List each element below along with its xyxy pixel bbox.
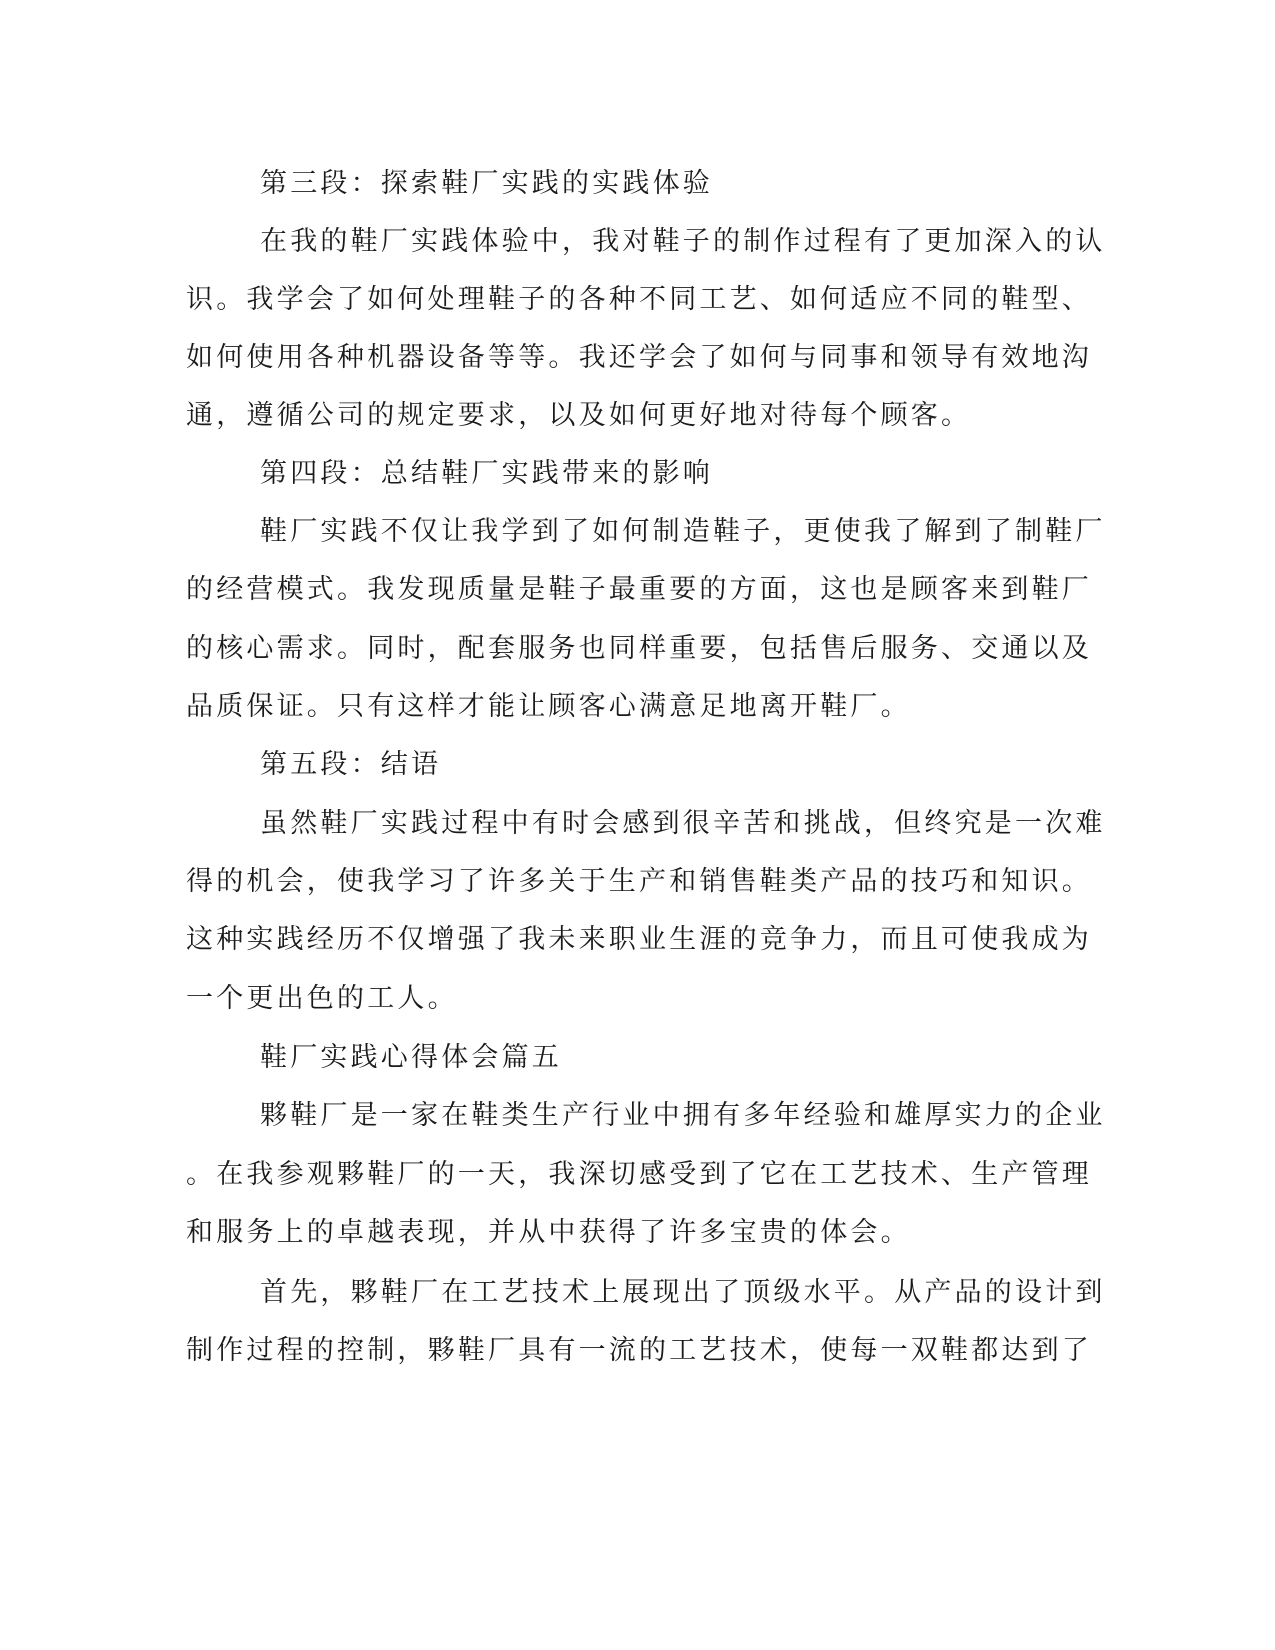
paragraph-line: 识。我学会了如何处理鞋子的各种不同工艺、如何适应不同的鞋型、 — [186, 284, 1092, 315]
paragraph-line: 品质保证。只有这样才能让顾客心满意足地离开鞋厂。 — [186, 691, 911, 722]
paragraph-line: 如何使用各种机器设备等等。我还学会了如何与同事和领导有效地沟 — [186, 342, 1092, 373]
section-heading-4: 第四段：总结鞋厂实践带来的影响 — [260, 458, 713, 489]
paragraph-line: 一个更出色的工人。 — [186, 983, 458, 1014]
paragraph-line: 得的机会，使我学习了许多关于生产和销售鞋类产品的技巧和知识。 — [186, 866, 1092, 897]
section-heading-3: 第三段：探索鞋厂实践的实践体验 — [260, 168, 713, 199]
paragraph-line: 和服务上的卓越表现，并从中获得了许多宝贵的体会。 — [186, 1217, 911, 1248]
paragraph-line: 夥鞋厂是一家在鞋类生产行业中拥有多年经验和雄厚实力的企业 — [260, 1100, 1106, 1131]
paragraph-line: 。在我参观夥鞋厂的一天，我深切感受到了它在工艺技术、生产管理 — [186, 1159, 1092, 1190]
article-title: 鞋厂实践心得体会篇五 — [260, 1042, 562, 1073]
paragraph-line: 鞋厂实践不仅让我学到了如何制造鞋子，更使我了解到了制鞋厂 — [260, 516, 1106, 547]
paragraph-line: 这种实践经历不仅增强了我未来职业生涯的竞争力，而且可使我成为 — [186, 924, 1092, 955]
paragraph-line: 通，遵循公司的规定要求，以及如何更好地对待每个顾客。 — [186, 400, 972, 431]
paragraph-line: 在我的鞋厂实践体验中，我对鞋子的制作过程有了更加深入的认 — [260, 226, 1106, 257]
section-heading-5: 第五段：结语 — [260, 749, 442, 780]
paragraph-line: 虽然鞋厂实践过程中有时会感到很辛苦和挑战，但终究是一次难 — [260, 808, 1106, 839]
paragraph-line: 的经营模式。我发现质量是鞋子最重要的方面，这也是顾客来到鞋厂 — [186, 574, 1092, 605]
paragraph-line: 制作过程的控制，夥鞋厂具有一流的工艺技术，使每一双鞋都达到了 — [186, 1335, 1092, 1366]
paragraph-line: 的核心需求。同时，配套服务也同样重要，包括售后服务、交通以及 — [186, 633, 1092, 664]
paragraph-line: 首先，夥鞋厂在工艺技术上展现出了顶级水平。从产品的设计到 — [260, 1277, 1106, 1308]
